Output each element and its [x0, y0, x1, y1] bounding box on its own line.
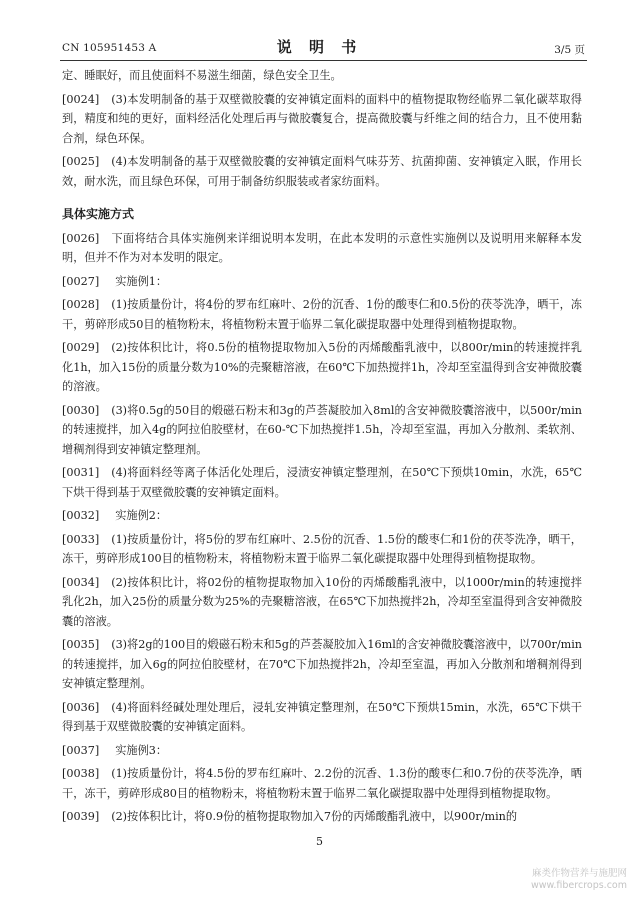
paragraph-text: (4)本发明制备的基于双壁微胶囊的安神镇定面料气味芬芳、抗菌抑菌、安神镇定入眠，作用长效，耐水洗，而且绿色环保，可用于制备纺织服装或者家纺面料。 [62, 155, 582, 188]
paragraph-group-intro [62, 66, 582, 191]
paragraph [62, 66, 582, 86]
paragraph-number: [0038] [62, 767, 100, 780]
paragraph-text: 实施例2： [115, 509, 168, 522]
paragraph-number: [0036] [62, 700, 100, 714]
paragraph [62, 229, 582, 268]
paragraph-number: [0024] [62, 92, 100, 106]
paragraph [62, 338, 582, 397]
paragraph [62, 698, 582, 737]
example-heading [62, 272, 582, 292]
paragraph-text: (1)按质量份计，将4份的罗布红麻叶、2份的沉香、1份的酸枣仁和0.5份的茯苓洗净，晒干，冻干，剪碎形成50目的植物粉末，将植物粉末置于临界二氧化碳提取器中处理得到植物提取物。 [62, 298, 582, 331]
paragraph-number: [0027] [62, 274, 100, 288]
document-body [62, 66, 582, 831]
paragraph [62, 152, 582, 191]
paragraph-text: (3)将2g的100目的煅磁石粉末和5g的芦荟凝胶加入16ml的含安神微胶囊溶液中，以700r/min的转速搅拌，加入6g的阿拉伯胶壁材，在70℃下加热搅拌2h，冷却至室温，再加入分散剂和增稠剂得到安神镇定整理剂。 [62, 638, 582, 690]
paragraph-number: [0029] [62, 341, 100, 354]
paragraph [62, 401, 582, 460]
patent-number: CN 105951453 A [62, 42, 157, 54]
paragraph-text: (2)按体积比计，将02份的植物提取物加入10份的丙烯酸酯乳液中，以1000r/min的转速搅拌乳化2h，加入25份的质量分数为25%的壳聚糖溶液，在65℃下加热搅拌2h，冷却至室温得到含安神微胶囊的溶液。 [62, 575, 582, 628]
page-indicator: 3/5 页 [554, 44, 585, 56]
paragraph-text: (2)按体积比计，将0.9份的植物提取物加入7份的丙烯酸酯乳液中，以900r/min的 [111, 810, 518, 823]
watermark-site-name: 麻类作物营养与施肥网 [531, 868, 627, 879]
example-heading [62, 506, 582, 526]
page-number: 5 [316, 835, 323, 848]
paragraph-text: 实施例1： [115, 274, 168, 288]
paragraph [62, 807, 582, 827]
paragraph-number: [0030] [62, 403, 100, 417]
paragraph-text: (4)将面料经等离子体活化处理后，浸渍安神镇定整理剂，在50℃下预烘10min，水洗，65℃下烘干得到基于双壁微胶囊的安神镇定面料。 [62, 466, 582, 499]
paragraph-number: [0039] [62, 810, 100, 823]
paragraph-text: (3)本发明制备的基于双壁微胶囊的安神镇定面料的面料中的植物提取物经临界二氧化碳萃取得到，精度和纯的更好，面料经活化处理后再与微胶囊复合，提高微胶囊与纤维之间的结合力，且不使用黏合剂，绿色环保。 [62, 92, 582, 145]
paragraph [62, 463, 582, 502]
paragraph-number: [0031] [62, 466, 100, 479]
paragraph-text: (2)按体积比计，将0.5份的植物提取物加入5份的丙烯酸酯乳液中，以800r/min的转速搅拌乳化1h，加入15份的质量分数为10%的壳聚糖溶液，在60℃下加热搅拌1h，冷却至室温得到含安神微胶囊的溶液。 [62, 341, 582, 393]
section-heading: 具体实施方式 [62, 207, 135, 221]
paragraph-group-embodiments [62, 229, 582, 827]
paragraph-text: 实施例3： [115, 743, 168, 757]
paragraph-text: 定、睡眠好，而且使面料不易滋生细菌，绿色安全卫生。 [62, 69, 342, 82]
watermark [531, 868, 627, 892]
paragraph [62, 530, 582, 569]
paragraph [62, 635, 582, 694]
paragraph-text: (4)将面料经碱处理处理后，浸轧安神镇定整理剂，在50℃下预烘15min，水洗，65℃下烘干得到基于双壁微胶囊的安神镇定面料。 [62, 700, 582, 733]
paragraph-text: (1)按质量份计，将5份的罗布红麻叶、2.5份的沉香、1.5份的酸枣仁和1份的茯苓洗净，晒干，冻干，剪碎形成100目的植物粉末，将植物粉末置于临界二氧化碳提取器中处理得到植物提取物。 [62, 532, 582, 565]
paragraph-number: [0037] [62, 743, 100, 757]
paragraph-text: 下面将结合具体实施例来详细说明本发明，在此本发明的示意性实施例以及说明用来解释本发明，但并不作为对本发明的限定。 [62, 231, 582, 264]
paragraph [62, 764, 582, 803]
paragraph-number: [0033] [62, 532, 100, 546]
paragraph-number: [0032] [62, 509, 100, 522]
paragraph [62, 573, 582, 632]
header-divider [60, 60, 587, 61]
paragraph-number: [0026] [62, 231, 100, 245]
paragraph-number: [0035] [62, 638, 100, 651]
paragraph-number: [0034] [62, 575, 100, 589]
example-heading [62, 741, 582, 761]
watermark-url: www.fibercrops.com [530, 880, 627, 891]
page-title: 说 明 书 [276, 38, 363, 56]
paragraph [62, 295, 582, 334]
paragraph-text: (3)将0.5g的50目的煅磁石粉末和3g的芦荟凝胶加入8ml的含安神微胶囊溶液中，以500r/min的转速搅拌，加入4g的阿拉伯胶壁材，在60-℃下加热搅拌1.5h，冷却至室温，再加入分散剂、柔软剂、增稠剂得到安神镇定整理剂。 [62, 403, 582, 456]
paragraph-text: (1)按质量份计，将4.5份的罗布红麻叶、2.2份的沉香、1.3份的酸枣仁和0.7份的茯苓洗净，晒干，冻干，剪碎形成80目的植物粉末，将植物粉末置于临界二氧化碳提取器中处理得到植物提取物。 [62, 767, 582, 800]
paragraph-number: [0025] [62, 155, 100, 168]
paragraph-number: [0028] [62, 298, 100, 311]
paragraph [62, 90, 582, 149]
